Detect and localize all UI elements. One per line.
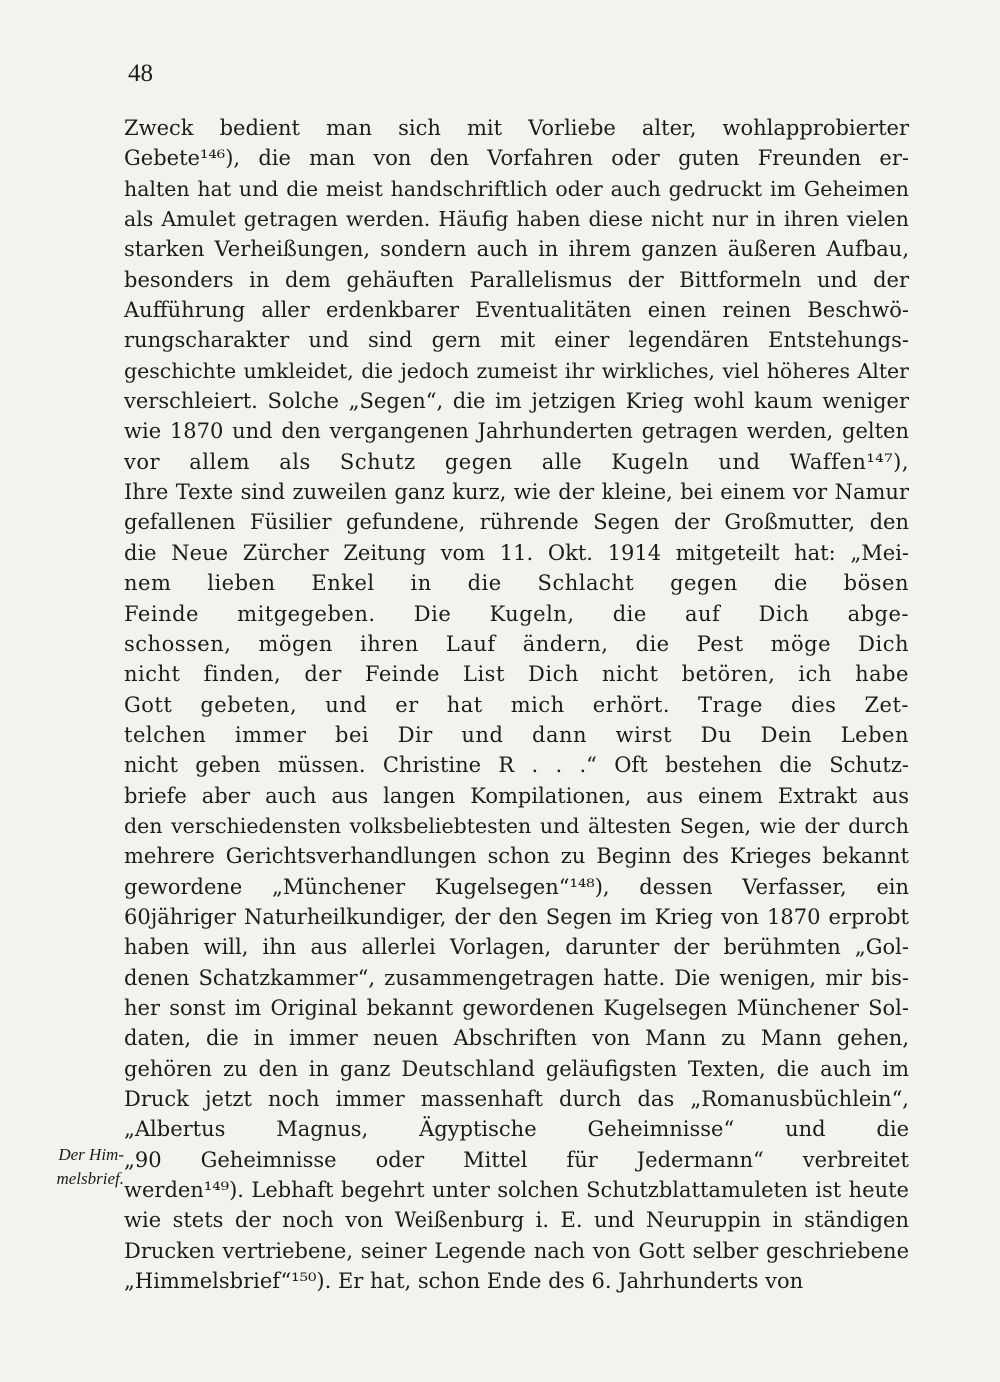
text-line: briefe aber auch aus langen Kompilationen, aus einem Extrakt aus	[124, 783, 909, 808]
text-line: die Neue Zürcher Zeitung vom 11. Okt. 1914 mitgeteilt hat: „Mei-	[124, 540, 909, 565]
text-line: wie 1870 und den vergangenen Jahrhunderten getragen werden, gelten	[124, 419, 909, 444]
text-line: gewordene „Münchener Kugelsegen“¹⁴⁸), dessen Verfasser, ein	[124, 874, 909, 899]
text-line: Feinde mitgegeben. Die Kugeln, die auf Dich abge-	[124, 601, 909, 626]
text-line: her sonst im Original bekannt gewordenen Kugelsegen Münchener Sol-	[124, 995, 909, 1020]
text-line: Druck jetzt noch immer massenhaft durch das „Romanusbüchlein“,	[124, 1087, 909, 1111]
text-line: als Amulet getragen werden. Häufig haben diese nicht nur in ihren vielen	[124, 207, 909, 232]
text-line: vor allem als Schutz gegen alle Kugeln und Waffen¹⁴⁷),	[124, 449, 909, 474]
text-line: rungscharakter und sind gern mit einer legendären Entstehungs-	[124, 328, 909, 353]
margin-note-line: Der Him-	[58, 1145, 124, 1164]
text-line: 60jähriger Naturheilkundiger, der den Segen im Krieg von 1870 erprobt	[124, 904, 909, 929]
text-line: gefallenen Füsilier gefundene, rührende Segen der Großmutter, den	[124, 510, 909, 535]
body-text	[124, 113, 909, 1296]
text-line: schossen, mögen ihren Lauf ändern, die Pest möge Dich	[124, 631, 909, 656]
text-line: Drucken vertriebene, seiner Legende nach von Gott selber geschriebene	[124, 1238, 909, 1263]
margin-note-line: melsbrief.	[56, 1169, 124, 1188]
text-line: Gebete¹⁴⁶), die man von den Vorfahren oder guten Freunden er-	[124, 146, 909, 171]
text-line: denen Schatzkammer“, zusammengetragen hatte. Die wenigen, mir bis-	[124, 965, 909, 990]
text-line: wie stets der noch von Weißenburg i. E. und Neuruppin in ständigen	[124, 1208, 909, 1233]
text-line: nicht finden, der Feinde List Dich nicht betören, ich habe	[124, 662, 909, 687]
margin-note	[34, 1143, 124, 1191]
text-line: nicht geben müssen. Christine R . . .“ Oft bestehen die Schutz-	[124, 753, 909, 778]
text-line: verschleiert. Solche „Segen“, die im jetzigen Krieg wohl kaum weniger	[124, 389, 909, 414]
text-line: geschichte umkleidet, die jedoch zumeist ihr wirkliches, viel höheres Alter	[124, 358, 909, 383]
text-line: haben will, ihn aus allerlei Vorlagen, darunter der berühmten „Gol-	[124, 935, 909, 960]
text-line: gehören zu den in ganz Deutschland geläufigsten Texten, die auch im	[124, 1056, 909, 1081]
page-number: 48	[128, 60, 153, 87]
text-line: Zweck bedient man sich mit Vorliebe alter, wohlapprobierter	[124, 116, 909, 140]
text-line: Gott gebeten, und er hat mich erhört. Trage dies Zet-	[124, 692, 909, 717]
text-line: den verschiedensten volksbeliebtesten und ältesten Segen, wie der durch	[124, 813, 909, 838]
text-line: halten hat und die meist handschriftlich oder auch gedruckt im Geheimen	[124, 176, 909, 201]
text-line: mehrere Gerichtsverhandlungen schon zu Beginn des Krieges bekannt	[124, 844, 909, 869]
text-line: „Himmelsbrief“¹⁵⁰). Er hat, schon Ende des 6. Jahrhunderts von	[124, 1269, 804, 1294]
text-line: besonders in dem gehäuften Parallelismus der Bittformeln und der	[124, 267, 909, 292]
text-line: telchen immer bei Dir und dann wirst Du Dein Leben	[124, 722, 909, 747]
text-line: Aufführung aller erdenkbarer Eventualitäten einen reinen Beschwö-	[124, 298, 909, 323]
text-line: nem lieben Enkel in die Schlacht gegen die bösen	[124, 571, 909, 596]
text-line: „90 Geheimnisse oder Mittel für Jedermann“ verbreitet	[124, 1147, 909, 1172]
text-line: Ihre Texte sind zuweilen ganz kurz, wie der kleine, bei einem vor Namur	[124, 480, 909, 505]
text-line: werden¹⁴⁹). Lebhaft begehrt unter solchen Schutzblattamuleten ist heute	[124, 1178, 909, 1203]
text-line: „Albertus Magnus, Ägyptische Geheimnisse“ und die	[124, 1117, 909, 1142]
text-line: starken Verheißungen, sondern auch in ihrem ganzen äußeren Aufbau,	[124, 237, 909, 262]
text-line: daten, die in immer neuen Abschriften von Mann zu Mann gehen,	[124, 1026, 909, 1051]
